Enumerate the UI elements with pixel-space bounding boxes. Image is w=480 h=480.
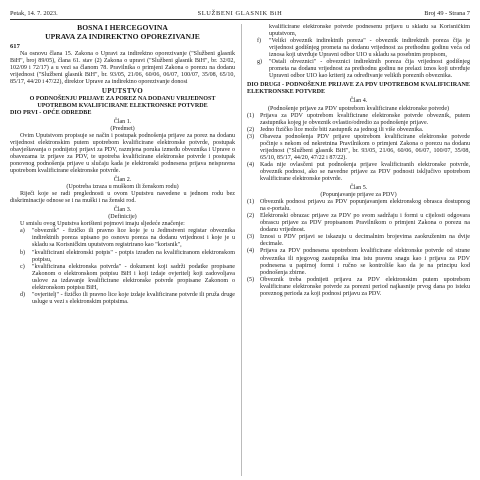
paragraph-item: (2) Elektronski obrazac prijave za PDV po svom sadržaju i formi u cijelosti odgovara obrascu prijave za PDV propisanom Pravilnikom o primjeni Zakona o porezu na dodanu vrijednost. — [247, 213, 470, 234]
article-4-title: (Podnošenje prijave za PDV upotrebom kvalificirane elektronske potvrde) — [267, 105, 450, 112]
right-column — [247, 24, 470, 476]
paragraph-item: (3) Iznosi u PDV prijavi se iskazuju u decimalnim brojevima zaokruženim na dvije decimale. — [247, 234, 470, 248]
paragraph-item: (4) Kada nije ovlasčeni put podnošenja prijave kvalificiranih elektronske potvrde, obveznik podnosi, ako se navedne prijave za PDV podnosti isključivo upotrebom kvalificirane elektronske potvrde. — [247, 161, 470, 182]
article-5-title: (Popunjavanje prijave za PDV) — [320, 192, 397, 199]
column-divider — [241, 24, 242, 476]
page-header — [10, 10, 470, 20]
issuer-line-2: UPRAVA ZA INDIREKTNO OPOREZIVANJE — [45, 31, 200, 41]
article-4-number: Član 4. — [349, 98, 368, 105]
definition-item: b) "kvalificirani elektronski potpis" - potpis izrađen na kvalificiranom elektronskom potpisu, — [20, 249, 235, 263]
article-3-number: Član 3. — [113, 207, 132, 214]
header-issue: Broj 49 - Strana 7 — [424, 10, 470, 17]
paragraph-item: (5) Obveznik treba podnijeti prijavu za PDV elektronskim putem upotrebom kvalificirane elektronske potvrde za porezni period najkasnije prvog dana po isteku poreznog perioda za koji podnosi prijavu za PDV. — [247, 276, 470, 297]
document-subtitle: O PODNOŠENJU PRIJAVE ZA POREZ NA DODANU VRIJEDNOST UPOTREBOM KVALIFICIRANE ELEKTRONSKE POTVRDE — [29, 95, 216, 109]
article-1-text: Ovim Uputstvom propisuje se način i postupak podnošenja prijave za porez na dodanu vrijednost elektronskim putem upotrebom kvalificirane elektronske potvrde, postupak obavještavanja o podnijetoj prijavi za PDV, razmjena poruka između obveznika i Uprave o obavezama iz prijave za PDV, te upotreba kvalificirane elektronske potvrde i postupak ponovnog podnošenja prijave u slučaju kada je elektronski podnesena prijava neispravna upotrebom kvalificirane elektronske potvrde. — [10, 132, 235, 174]
definition-item: f) "Veliki obveznik indirektnih poreza" - obveznik indirektnih poreza čija je vrijednost godišnjeg prometa na dodanu vrijednost za prethodnu godinu veća od iznosa koji utvrđuje Upravni odbor UIO u skladu sa posebnim propisom, — [257, 38, 470, 59]
definition-item: g) "Ostali obveznici" - obveznici indirektnih poreza čija vrijednost godišnjeg prometa na dodanu vrijednost za prethodnu godinu ne prelazi iznos koji utvrđuje Upravni odbor UIO kao kriterij za određivanje velikih poreznih obveznika. — [257, 59, 470, 80]
part-heading: DIO DRUGI - PODNOŠENJE PRIJAVE ZA PDV UPOTREBOM KVALIFICIRANE ELEKTRONSKE POTVRDE — [247, 82, 470, 96]
article-2-text: Riječi koje se radi preglednosti u ovom Uputstvu navedene u jednom rodu bez diskriminacije odnose se i na muški i na ženski rod. — [10, 191, 235, 205]
continued-definition: kvalificirane elektronske potvrde podnesenu prijavu u skladu sa Korisničkim uputstvom, — [269, 24, 470, 38]
paragraph-item: (1) Obveznik podnosi prijavu za PDV popunjavanjem elektronskog obrasca dostupnog na e-portalu. — [247, 199, 470, 213]
left-column — [10, 24, 235, 476]
header-date: Petak, 14. 7. 2023. — [10, 10, 58, 17]
act-number: 617 — [10, 43, 20, 51]
paragraph-item: (2) Jedno fizičko lice može biti zastupnik za jednog ili više obveznika. — [247, 126, 424, 133]
article-1-number: Član 1. — [113, 118, 132, 125]
issuer-line-1: BOSNA I HERCEGOVINA — [77, 24, 168, 32]
article-5-number: Član 5. — [349, 185, 368, 192]
document-title: UPUTSTVO — [101, 87, 144, 96]
definition-item: d) "ovjeritelj" - fizičko ili pravno lice koje izdaje kvalificirane potvrde ili pruža druge usluge u vezi s elektronskim potpisima. — [20, 291, 235, 305]
paragraph-item: (1) Prijava za PDV upotrebom kvalificirane elektronske potvrde obveznik, putem zastupnika kojeg je obveznik ovlastio/odredio za podnošenje prijave. — [247, 112, 470, 126]
preamble: Na osnovu člana 15. Zakona o Upravi za indirektno oporezivanje ("Službeni glasnik BiH", broj 89/05), člana 61. stav (2) Zakona o upravi ("Službeni glasnik BiH", br. 32/02, 102/09 i 72/17) a u vezi sa članom 78. Pravilnika o primjeni Zakona o porezu na dodanu vrijednost ("Službeni glasnik BiH", br. 93/05, 21/06, 60/06, 06/07, 100/07, 35/08, 65/10, 85/17, 44/20 i 47/22), direktor Uprave za indirektno oporezivanje donosi — [10, 51, 235, 86]
article-3-text: U smislu ovog Uputstva korišteni pojmovi imaju sljedeće značenje: — [20, 221, 185, 228]
definition-item: a) "obveznik" - fizičko ili pravno lice koje je u Jedinstveni registar obveznika indirektnih poreza upisano po osnovu poreza na dodanu vrijednost i koje je u skladu sa Korisničkim uputstvom registrirano kao "korisnik", — [20, 228, 235, 249]
header-publication: SLUŽBENI GLASNIK BiH — [197, 10, 283, 17]
article-2-title: (Upotreba izraza u muškom ili ženskom rodu) — [66, 184, 179, 191]
article-1-title: (Predmet) — [110, 125, 135, 132]
part-heading: DIO PRVI - OPĆE ODREDBE — [10, 109, 92, 116]
article-2-number: Član 2. — [113, 177, 132, 184]
paragraph-item: (3) Obaveza podnošenja PDV prijave upotrebom kvalificirane elektronske potvrde počinje s nekom od nekretnina Pravilnikom o primjeni Zakona o porezu na dodanu vrijednost ("Službeni glasnik BiH", br. 93/05, 21/06, 60/06, 06/07, 100/07, 35/08, 65/10, 85/17, 44/20, 47/22 i 87/22). — [247, 133, 470, 161]
definition-item: c) "kvalificirana elektronska potvrda" - dokument koji sadrži podatke propisane Zakonom o elektronskom potpisu BiH i koji izdaje ovjeritelj koji zadovoljava uslove za izdavanje kvalificirane elektronske potvrde propisane Zakonom o elektronskom potpisu BiH, — [20, 263, 235, 291]
paragraph-item: (4) Prijava za PDV podnesena upotrebom kvalificirane elektronske potvrde od strane obveznika ili njegovog zastupnika ima istu pravnu snagu kao i prijava za PDV podnesena u papirnoj formi i ručno se kontroliše kao da je na principu kod podnošenja zbirne. — [247, 248, 470, 276]
article-3-title: (Definicije) — [108, 214, 137, 221]
